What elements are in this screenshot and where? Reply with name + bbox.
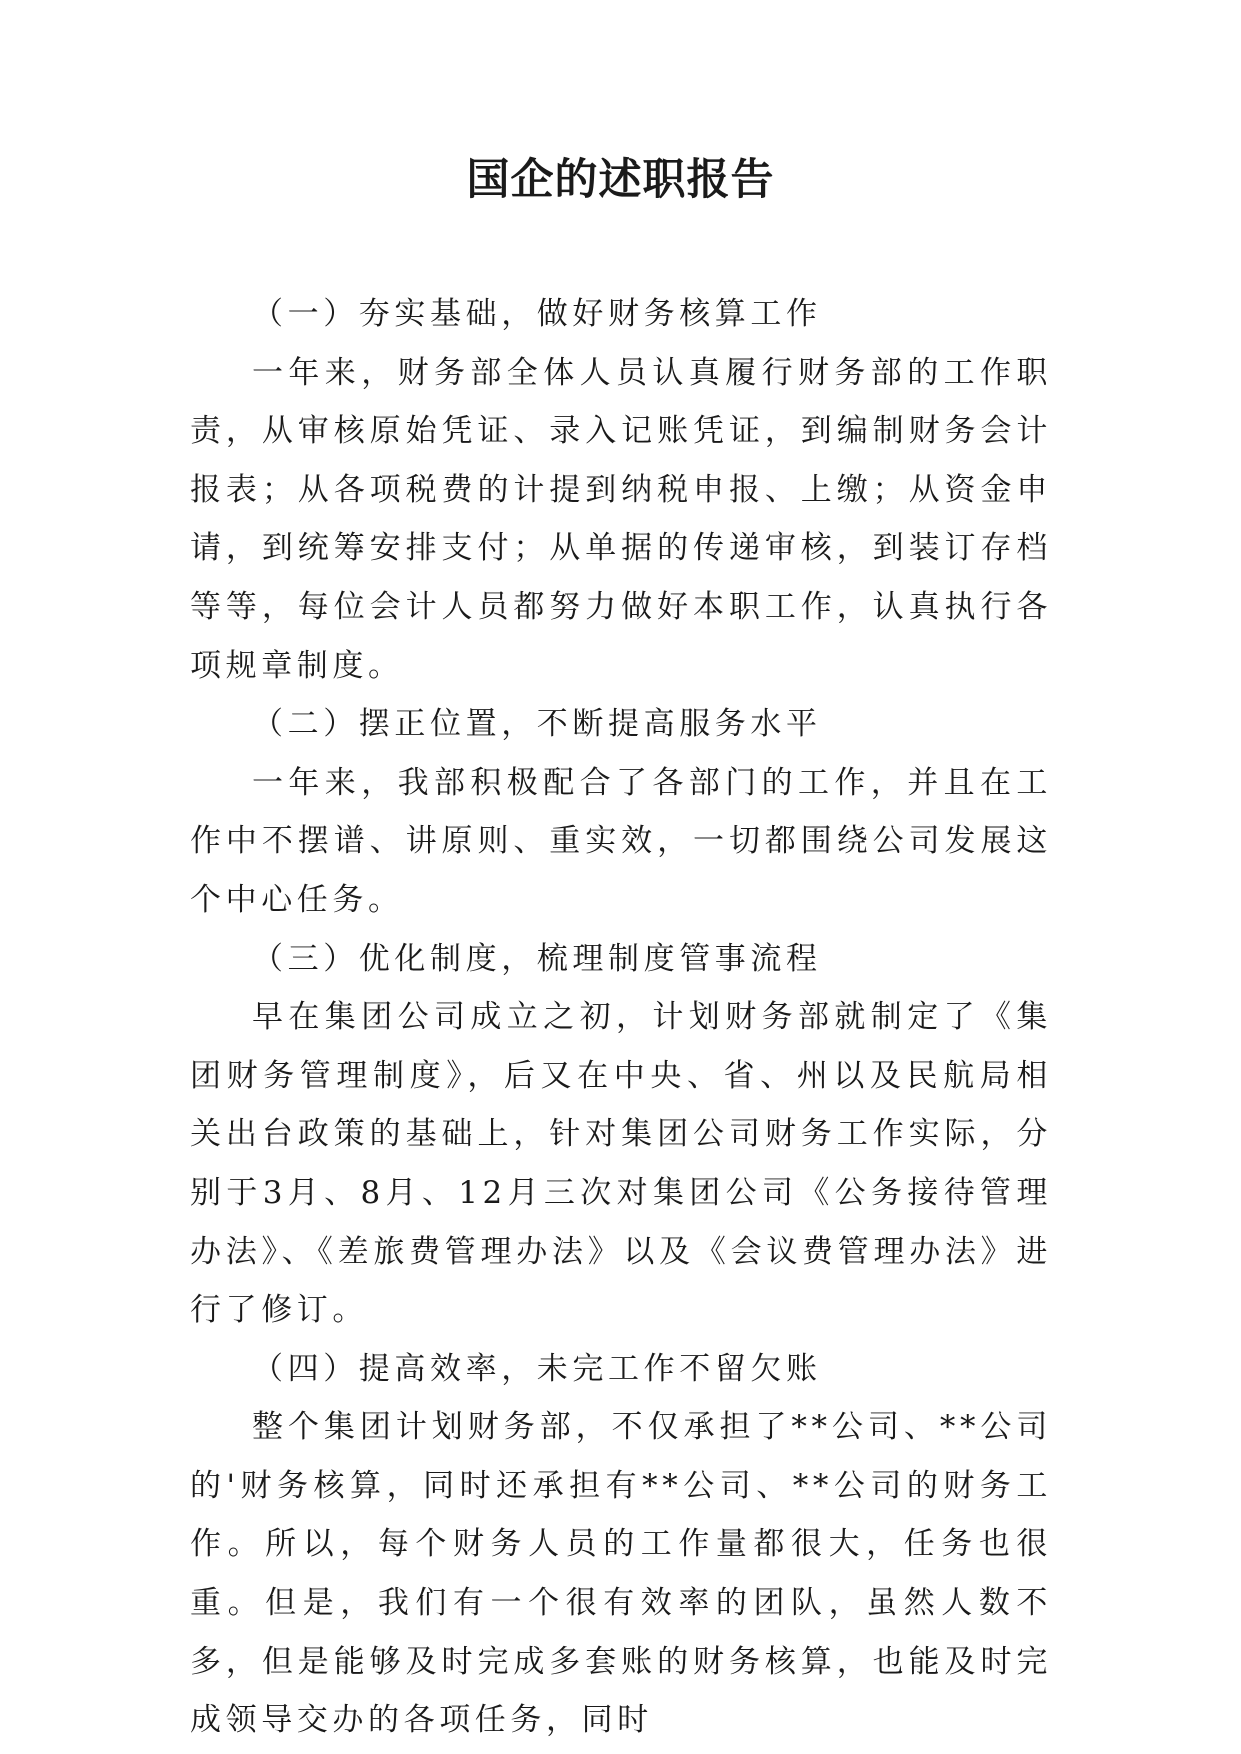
- paragraph-2: 一年来，我部积极配合了各部门的工作，并且在工作中不摆谱、讲原则、重实效，一切都围绕公司发展这个中心任务。: [190, 764, 1052, 918]
- paragraph-1: 一年来，财务部全体人员认真履行财务部的工作职责，从审核原始凭证、录入记账凭证，到编制财务会计报表；从各项税费的计提到纳税申报、上缴；从资金申请，到统筹安排支付；从单据的传递审核，到装订存档等等，每位会计人员都努力做好本职工作，认真执行各项规章制度。: [190, 354, 1052, 684]
- document-body: [190, 285, 1052, 1750]
- paragraph-4: 整个集团计划财务部，不仅承担了**公司、**公司的'财务核算，同时还承担有**公司、**公司的财务工作。所以，每个财务人员的工作量都很大，任务也很重。但是，我们有一个很有效率的团队，虽然人数不多，但是能够及时完成多套账的财务核算，也能及时完成领导交办的各项任务，同时: [190, 1409, 1052, 1739]
- paragraph-3: 早在集团公司成立之初，计划财务部就制定了《集团财务管理制度》，后又在中央、省、州以及民航局相关出台政策的基础上，针对集团公司财务工作实际，分别于3月、8月、12月三次对集团公司《公务接待管理办法》、《差旅费管理办法》以及《会议费管理办法》进行了修订。: [190, 999, 1052, 1329]
- document-title: 国企的述职报告: [466, 155, 775, 205]
- section-heading-2: （二）摆正位置，不断提高服务水平: [252, 706, 822, 743]
- section-heading-1: （一）夯实基础，做好财务核算工作: [252, 296, 822, 332]
- section-heading-4: （四）提高效率，未完工作不留欠账: [252, 1350, 822, 1387]
- section-heading-3: （三）优化制度，梳理制度管事流程: [252, 940, 822, 977]
